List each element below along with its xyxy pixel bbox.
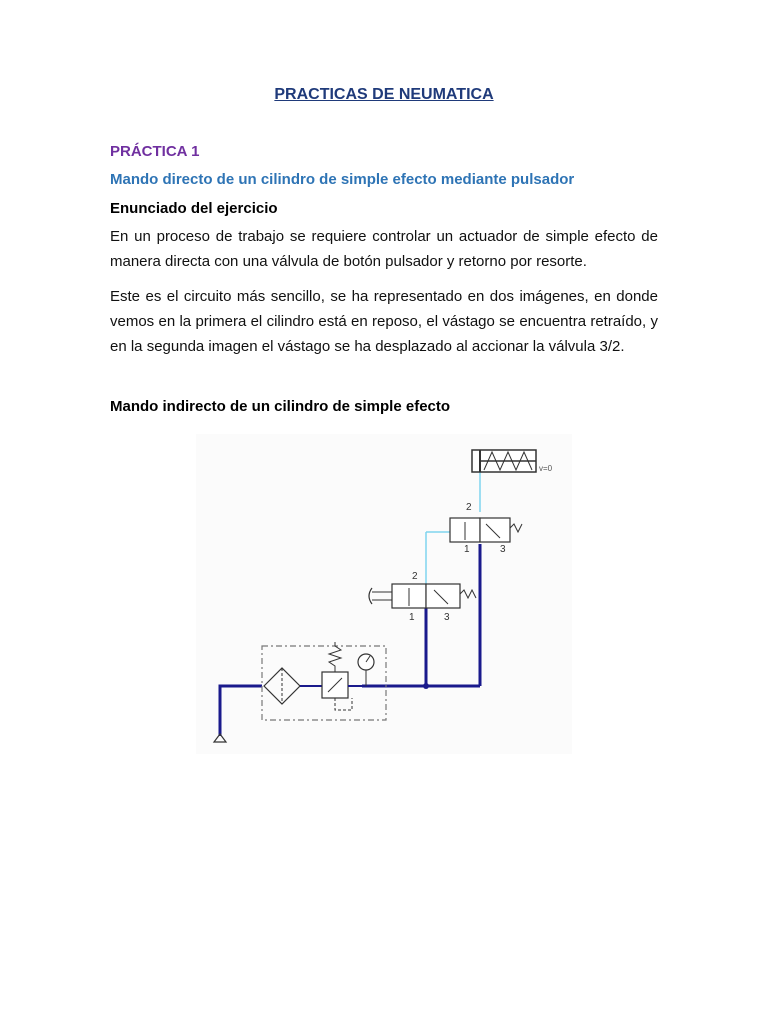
lower-port-2-label: 2 [412, 571, 418, 582]
lower-port-3-label: 3 [444, 612, 450, 623]
lower-port-1-label: 1 [409, 612, 415, 623]
practice-label: PRÁCTICA 1 [110, 143, 200, 160]
lower-valve-box-right [426, 584, 460, 608]
practice-subtitle: Mando directo de un cilindro de simple efecto mediante pulsador [110, 171, 575, 188]
upper-port-2-label: 2 [466, 502, 472, 513]
upper-valve-box-right [480, 518, 510, 542]
paragraph-explanation: Este es el circuito más sencillo, se ha representado en dos imágenes, en donde vemos en la primera el cilindro está en reposo, el vástago se encuentra retraído, y en la segunda imagen el vástago se ha desplazado al accionar la válvula 3/2. [110, 288, 658, 355]
diagram-background [196, 434, 572, 754]
document-title: PRACTICAS DE NEUMATICA [274, 86, 494, 103]
cylinder-velocity-label: v=0 [539, 464, 553, 473]
paragraph-statement: En un proceso de trabajo se requiere controlar un actuador de simple efecto de manera directa con una válvula de botón pulsador y retorno por resorte. [110, 228, 658, 270]
indirect-heading: Mando indirecto de un cilindro de simple efecto [110, 398, 451, 415]
exercise-heading: Enunciado del ejercicio [110, 200, 278, 217]
upper-port-1-label: 1 [464, 544, 470, 555]
junction-dot [423, 683, 429, 689]
upper-port-3-label: 3 [500, 544, 506, 555]
pneumatic-circuit-diagram [196, 434, 572, 754]
